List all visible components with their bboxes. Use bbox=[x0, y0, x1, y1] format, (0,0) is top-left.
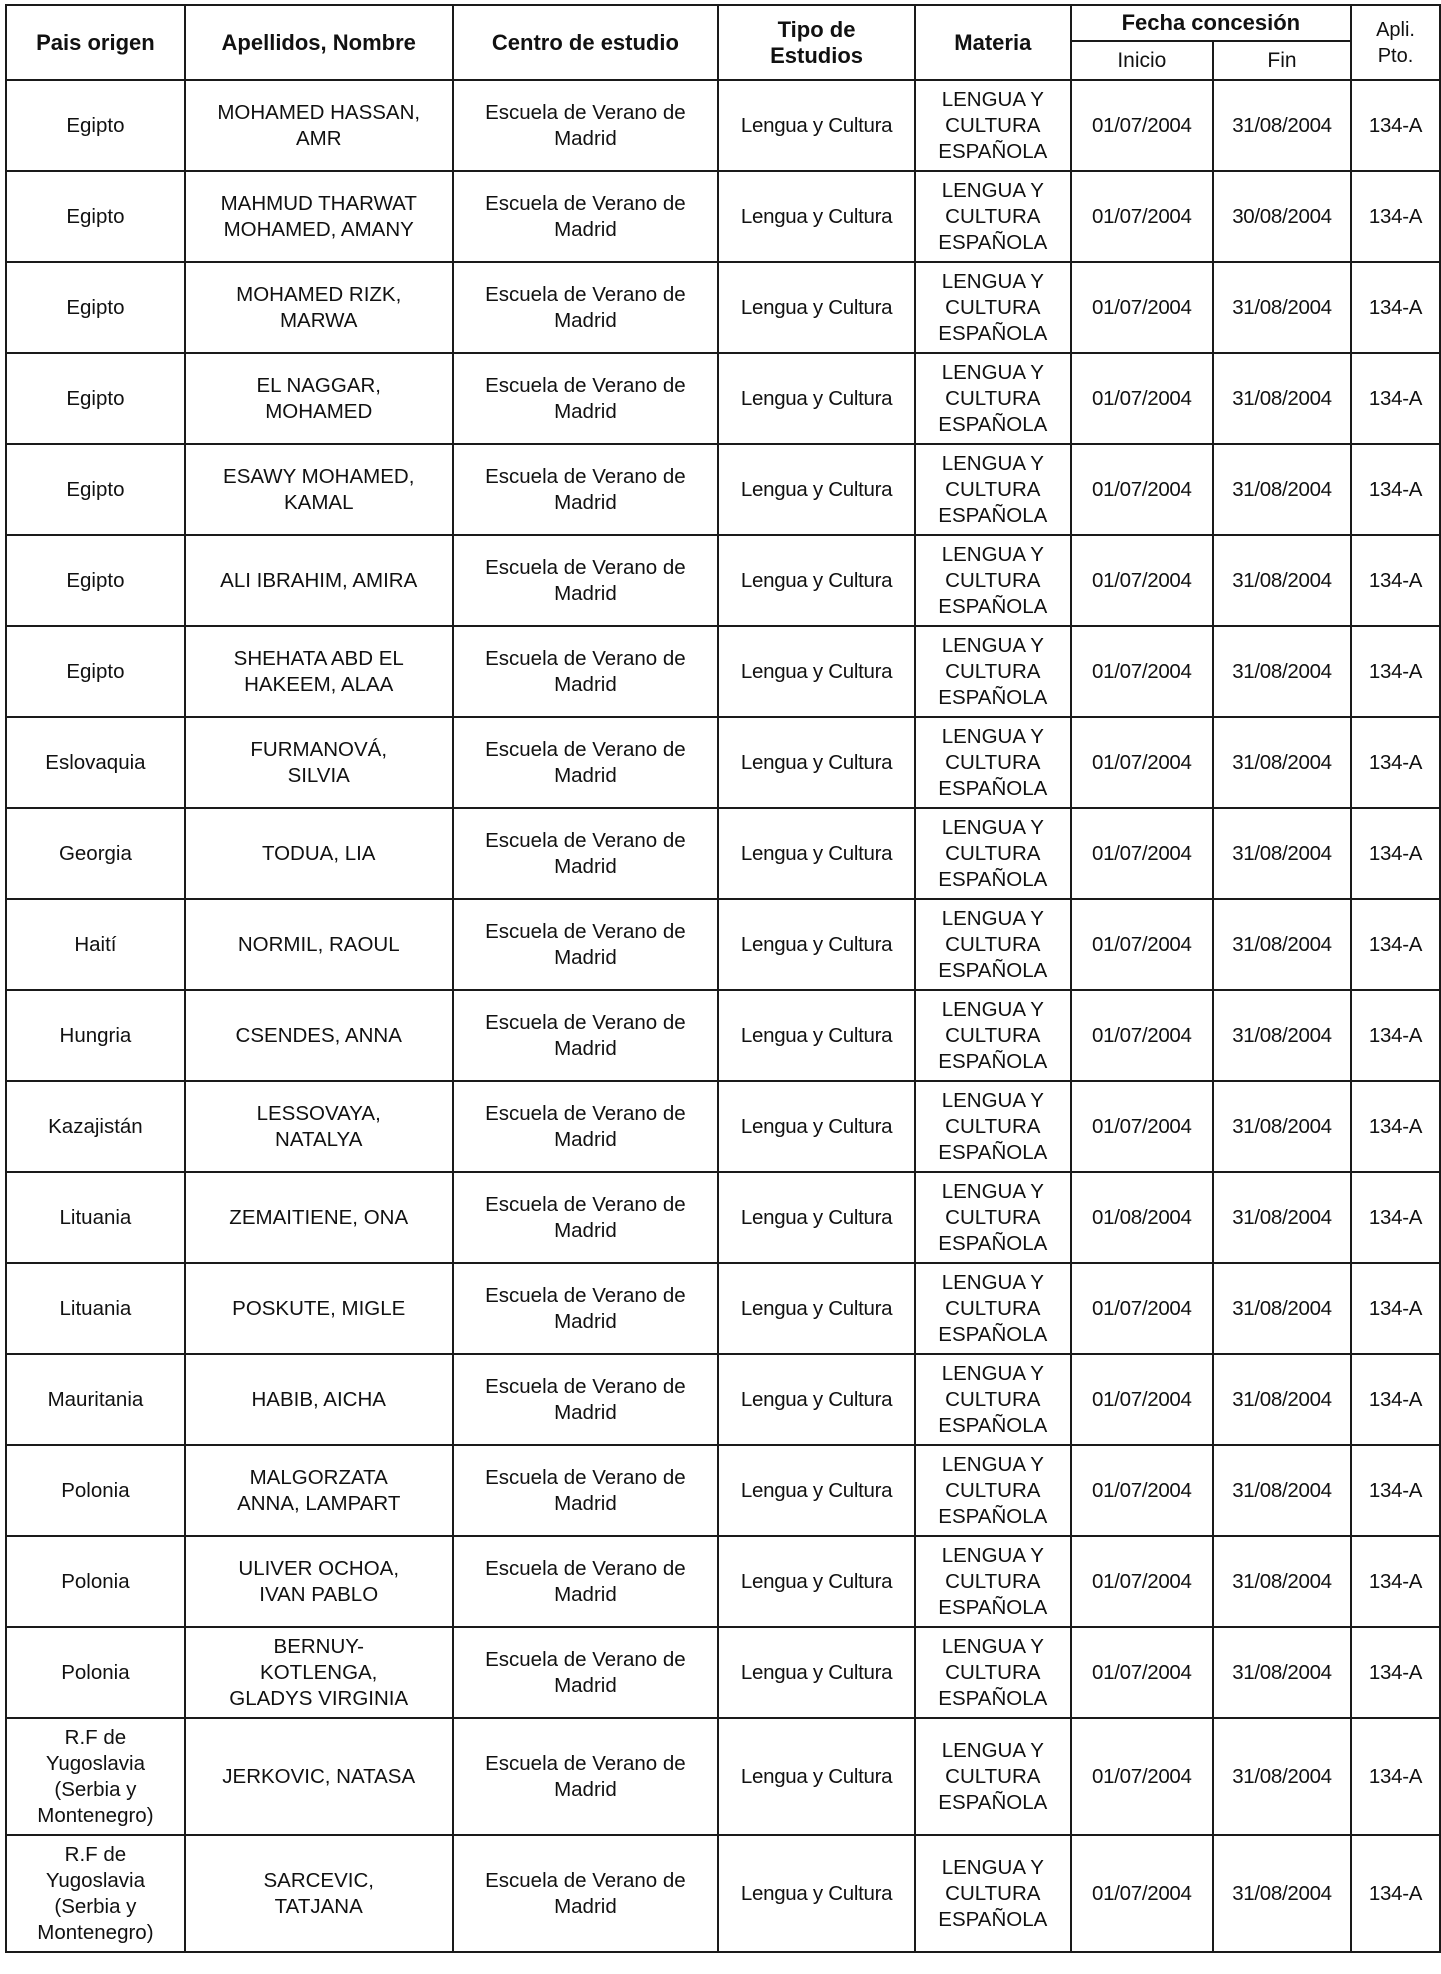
cell-nombre: ESAWY MOHAMED, KAMAL bbox=[185, 444, 453, 535]
cell-centro: Escuela de Verano de Madrid bbox=[453, 899, 719, 990]
cell-materia: LENGUA Y CULTURA ESPAÑOLA bbox=[915, 717, 1071, 808]
header-tipo-estudios: Tipo de Estudios bbox=[718, 5, 915, 80]
cell-tipo-estudios: Lengua y Cultura bbox=[718, 535, 915, 626]
cell-nombre: MOHAMED RIZK, MARWA bbox=[185, 262, 453, 353]
cell-materia: LENGUA Y CULTURA ESPAÑOLA bbox=[915, 262, 1071, 353]
table-row bbox=[6, 1445, 1440, 1536]
cell-centro: Escuela de Verano de Madrid bbox=[453, 990, 719, 1081]
cell-materia: LENGUA Y CULTURA ESPAÑOLA bbox=[915, 626, 1071, 717]
cell-fecha-inicio: 01/07/2004 bbox=[1071, 1718, 1213, 1835]
cell-fecha-fin: 31/08/2004 bbox=[1213, 626, 1351, 717]
cell-fecha-inicio: 01/07/2004 bbox=[1071, 1627, 1213, 1718]
cell-centro: Escuela de Verano de Madrid bbox=[453, 353, 719, 444]
table-header bbox=[6, 5, 1440, 80]
cell-fecha-inicio: 01/07/2004 bbox=[1071, 1835, 1213, 1952]
table-row bbox=[6, 1354, 1440, 1445]
cell-tipo-estudios: Lengua y Cultura bbox=[718, 1445, 915, 1536]
cell-fecha-fin: 31/08/2004 bbox=[1213, 1627, 1351, 1718]
cell-pais: R.F de Yugoslavia (Serbia y Montenegro) bbox=[6, 1835, 185, 1952]
cell-fecha-fin: 31/08/2004 bbox=[1213, 80, 1351, 171]
table-row bbox=[6, 808, 1440, 899]
table-row bbox=[6, 262, 1440, 353]
cell-fecha-fin: 31/08/2004 bbox=[1213, 717, 1351, 808]
cell-centro: Escuela de Verano de Madrid bbox=[453, 444, 719, 535]
cell-fecha-fin: 31/08/2004 bbox=[1213, 1835, 1351, 1952]
table-row bbox=[6, 353, 1440, 444]
cell-centro: Escuela de Verano de Madrid bbox=[453, 1263, 719, 1354]
header-materia: Materia bbox=[915, 5, 1071, 80]
cell-fecha-inicio: 01/07/2004 bbox=[1071, 1536, 1213, 1627]
cell-fecha-fin: 31/08/2004 bbox=[1213, 535, 1351, 626]
grants-table bbox=[5, 4, 1441, 1953]
cell-nombre: LESSOVAYA, NATALYA bbox=[185, 1081, 453, 1172]
cell-tipo-estudios: Lengua y Cultura bbox=[718, 717, 915, 808]
header-apellidos-nombre: Apellidos, Nombre bbox=[185, 5, 453, 80]
header-fecha-concesion: Fecha concesión bbox=[1071, 5, 1351, 41]
cell-fecha-fin: 31/08/2004 bbox=[1213, 353, 1351, 444]
cell-materia: LENGUA Y CULTURA ESPAÑOLA bbox=[915, 1354, 1071, 1445]
cell-centro: Escuela de Verano de Madrid bbox=[453, 1081, 719, 1172]
cell-pais: Egipto bbox=[6, 626, 185, 717]
cell-tipo-estudios: Lengua y Cultura bbox=[718, 990, 915, 1081]
cell-fecha-inicio: 01/07/2004 bbox=[1071, 990, 1213, 1081]
table-row bbox=[6, 626, 1440, 717]
cell-centro: Escuela de Verano de Madrid bbox=[453, 1172, 719, 1263]
cell-apli-pto: 134-A bbox=[1351, 808, 1440, 899]
cell-fecha-inicio: 01/07/2004 bbox=[1071, 1354, 1213, 1445]
cell-materia: LENGUA Y CULTURA ESPAÑOLA bbox=[915, 1718, 1071, 1835]
cell-apli-pto: 134-A bbox=[1351, 1263, 1440, 1354]
cell-materia: LENGUA Y CULTURA ESPAÑOLA bbox=[915, 1835, 1071, 1952]
cell-fecha-inicio: 01/07/2004 bbox=[1071, 1445, 1213, 1536]
table-row bbox=[6, 1627, 1440, 1718]
cell-pais: Lituania bbox=[6, 1172, 185, 1263]
table-row bbox=[6, 717, 1440, 808]
cell-apli-pto: 134-A bbox=[1351, 1172, 1440, 1263]
cell-apli-pto: 134-A bbox=[1351, 535, 1440, 626]
cell-fecha-inicio: 01/07/2004 bbox=[1071, 808, 1213, 899]
cell-fecha-fin: 30/08/2004 bbox=[1213, 171, 1351, 262]
cell-nombre: SARCEVIC, TATJANA bbox=[185, 1835, 453, 1952]
cell-fecha-inicio: 01/07/2004 bbox=[1071, 717, 1213, 808]
cell-apli-pto: 134-A bbox=[1351, 717, 1440, 808]
cell-centro: Escuela de Verano de Madrid bbox=[453, 717, 719, 808]
cell-fecha-inicio: 01/07/2004 bbox=[1071, 899, 1213, 990]
cell-fecha-fin: 31/08/2004 bbox=[1213, 1081, 1351, 1172]
cell-apli-pto: 134-A bbox=[1351, 1354, 1440, 1445]
cell-materia: LENGUA Y CULTURA ESPAÑOLA bbox=[915, 899, 1071, 990]
cell-fecha-inicio: 01/07/2004 bbox=[1071, 535, 1213, 626]
table-body bbox=[6, 80, 1440, 1952]
header-pais-origen: Pais origen bbox=[6, 5, 185, 80]
cell-centro: Escuela de Verano de Madrid bbox=[453, 171, 719, 262]
cell-tipo-estudios: Lengua y Cultura bbox=[718, 171, 915, 262]
table-row bbox=[6, 1081, 1440, 1172]
cell-pais: Egipto bbox=[6, 171, 185, 262]
table-row bbox=[6, 80, 1440, 171]
cell-materia: LENGUA Y CULTURA ESPAÑOLA bbox=[915, 444, 1071, 535]
cell-nombre: JERKOVIC, NATASA bbox=[185, 1718, 453, 1835]
cell-materia: LENGUA Y CULTURA ESPAÑOLA bbox=[915, 990, 1071, 1081]
cell-centro: Escuela de Verano de Madrid bbox=[453, 808, 719, 899]
cell-fecha-inicio: 01/07/2004 bbox=[1071, 626, 1213, 717]
cell-pais: Egipto bbox=[6, 262, 185, 353]
cell-apli-pto: 134-A bbox=[1351, 444, 1440, 535]
cell-apli-pto: 134-A bbox=[1351, 1536, 1440, 1627]
cell-tipo-estudios: Lengua y Cultura bbox=[718, 353, 915, 444]
cell-materia: LENGUA Y CULTURA ESPAÑOLA bbox=[915, 1172, 1071, 1263]
cell-pais: Haití bbox=[6, 899, 185, 990]
cell-apli-pto: 134-A bbox=[1351, 990, 1440, 1081]
cell-centro: Escuela de Verano de Madrid bbox=[453, 535, 719, 626]
cell-tipo-estudios: Lengua y Cultura bbox=[718, 899, 915, 990]
cell-fecha-inicio: 01/07/2004 bbox=[1071, 80, 1213, 171]
cell-pais: Polonia bbox=[6, 1536, 185, 1627]
cell-fecha-inicio: 01/07/2004 bbox=[1071, 262, 1213, 353]
cell-fecha-inicio: 01/07/2004 bbox=[1071, 1263, 1213, 1354]
cell-centro: Escuela de Verano de Madrid bbox=[453, 1718, 719, 1835]
cell-tipo-estudios: Lengua y Cultura bbox=[718, 808, 915, 899]
cell-nombre: EL NAGGAR, MOHAMED bbox=[185, 353, 453, 444]
cell-fecha-fin: 31/08/2004 bbox=[1213, 808, 1351, 899]
cell-centro: Escuela de Verano de Madrid bbox=[453, 1835, 719, 1952]
cell-apli-pto: 134-A bbox=[1351, 1718, 1440, 1835]
cell-tipo-estudios: Lengua y Cultura bbox=[718, 262, 915, 353]
cell-fecha-fin: 31/08/2004 bbox=[1213, 1172, 1351, 1263]
cell-centro: Escuela de Verano de Madrid bbox=[453, 626, 719, 717]
table-row bbox=[6, 899, 1440, 990]
cell-fecha-inicio: 01/07/2004 bbox=[1071, 353, 1213, 444]
cell-fecha-inicio: 01/07/2004 bbox=[1071, 444, 1213, 535]
cell-apli-pto: 134-A bbox=[1351, 262, 1440, 353]
table-row bbox=[6, 535, 1440, 626]
cell-nombre: ULIVER OCHOA, IVAN PABLO bbox=[185, 1536, 453, 1627]
cell-nombre: POSKUTE, MIGLE bbox=[185, 1263, 453, 1354]
cell-nombre: ALI IBRAHIM, AMIRA bbox=[185, 535, 453, 626]
cell-pais: Eslovaquia bbox=[6, 717, 185, 808]
cell-materia: LENGUA Y CULTURA ESPAÑOLA bbox=[915, 1445, 1071, 1536]
cell-nombre: MOHAMED HASSAN, AMR bbox=[185, 80, 453, 171]
cell-apli-pto: 134-A bbox=[1351, 1835, 1440, 1952]
cell-tipo-estudios: Lengua y Cultura bbox=[718, 1263, 915, 1354]
cell-nombre: ZEMAITIENE, ONA bbox=[185, 1172, 453, 1263]
cell-pais: Hungria bbox=[6, 990, 185, 1081]
cell-tipo-estudios: Lengua y Cultura bbox=[718, 1172, 915, 1263]
table-row bbox=[6, 990, 1440, 1081]
cell-fecha-fin: 31/08/2004 bbox=[1213, 444, 1351, 535]
header-fin: Fin bbox=[1213, 41, 1351, 80]
cell-nombre: MAHMUD THARWAT MOHAMED, AMANY bbox=[185, 171, 453, 262]
cell-centro: Escuela de Verano de Madrid bbox=[453, 262, 719, 353]
cell-apli-pto: 134-A bbox=[1351, 626, 1440, 717]
cell-tipo-estudios: Lengua y Cultura bbox=[718, 444, 915, 535]
cell-fecha-fin: 31/08/2004 bbox=[1213, 1536, 1351, 1627]
cell-nombre: NORMIL, RAOUL bbox=[185, 899, 453, 990]
cell-nombre: BERNUY- KOTLENGA, GLADYS VIRGINIA bbox=[185, 1627, 453, 1718]
cell-centro: Escuela de Verano de Madrid bbox=[453, 80, 719, 171]
header-centro-estudio: Centro de estudio bbox=[453, 5, 719, 80]
cell-materia: LENGUA Y CULTURA ESPAÑOLA bbox=[915, 1627, 1071, 1718]
cell-pais: Egipto bbox=[6, 444, 185, 535]
cell-materia: LENGUA Y CULTURA ESPAÑOLA bbox=[915, 353, 1071, 444]
cell-fecha-fin: 31/08/2004 bbox=[1213, 1445, 1351, 1536]
cell-materia: LENGUA Y CULTURA ESPAÑOLA bbox=[915, 1536, 1071, 1627]
cell-tipo-estudios: Lengua y Cultura bbox=[718, 1081, 915, 1172]
cell-nombre: FURMANOVÁ, SILVIA bbox=[185, 717, 453, 808]
cell-fecha-fin: 31/08/2004 bbox=[1213, 1263, 1351, 1354]
cell-apli-pto: 134-A bbox=[1351, 80, 1440, 171]
cell-apli-pto: 134-A bbox=[1351, 1627, 1440, 1718]
cell-materia: LENGUA Y CULTURA ESPAÑOLA bbox=[915, 1263, 1071, 1354]
cell-fecha-fin: 31/08/2004 bbox=[1213, 1354, 1351, 1445]
cell-nombre: HABIB, AICHA bbox=[185, 1354, 453, 1445]
cell-tipo-estudios: Lengua y Cultura bbox=[718, 1536, 915, 1627]
cell-centro: Escuela de Verano de Madrid bbox=[453, 1445, 719, 1536]
cell-pais: Kazajistán bbox=[6, 1081, 185, 1172]
header-inicio: Inicio bbox=[1071, 41, 1213, 80]
cell-fecha-inicio: 01/07/2004 bbox=[1071, 171, 1213, 262]
cell-pais: R.F de Yugoslavia (Serbia y Montenegro) bbox=[6, 1718, 185, 1835]
cell-materia: LENGUA Y CULTURA ESPAÑOLA bbox=[915, 1081, 1071, 1172]
cell-pais: Georgia bbox=[6, 808, 185, 899]
cell-apli-pto: 134-A bbox=[1351, 353, 1440, 444]
cell-materia: LENGUA Y CULTURA ESPAÑOLA bbox=[915, 171, 1071, 262]
cell-materia: LENGUA Y CULTURA ESPAÑOLA bbox=[915, 535, 1071, 626]
cell-pais: Polonia bbox=[6, 1627, 185, 1718]
cell-nombre: CSENDES, ANNA bbox=[185, 990, 453, 1081]
cell-nombre: MALGORZATA ANNA, LAMPART bbox=[185, 1445, 453, 1536]
cell-tipo-estudios: Lengua y Cultura bbox=[718, 80, 915, 171]
cell-apli-pto: 134-A bbox=[1351, 1445, 1440, 1536]
cell-centro: Escuela de Verano de Madrid bbox=[453, 1536, 719, 1627]
cell-pais: Lituania bbox=[6, 1263, 185, 1354]
cell-tipo-estudios: Lengua y Cultura bbox=[718, 1354, 915, 1445]
cell-centro: Escuela de Verano de Madrid bbox=[453, 1354, 719, 1445]
cell-tipo-estudios: Lengua y Cultura bbox=[718, 1627, 915, 1718]
header-apli-pto: Apli. Pto. bbox=[1351, 5, 1440, 80]
table-row bbox=[6, 171, 1440, 262]
cell-tipo-estudios: Lengua y Cultura bbox=[718, 626, 915, 717]
table-row bbox=[6, 1718, 1440, 1835]
cell-fecha-fin: 31/08/2004 bbox=[1213, 899, 1351, 990]
cell-fecha-fin: 31/08/2004 bbox=[1213, 262, 1351, 353]
cell-tipo-estudios: Lengua y Cultura bbox=[718, 1718, 915, 1835]
cell-tipo-estudios: Lengua y Cultura bbox=[718, 1835, 915, 1952]
cell-fecha-fin: 31/08/2004 bbox=[1213, 1718, 1351, 1835]
cell-pais: Mauritania bbox=[6, 1354, 185, 1445]
table-row bbox=[6, 1263, 1440, 1354]
table-row bbox=[6, 1835, 1440, 1952]
cell-pais: Egipto bbox=[6, 535, 185, 626]
cell-fecha-fin: 31/08/2004 bbox=[1213, 990, 1351, 1081]
cell-pais: Egipto bbox=[6, 353, 185, 444]
cell-fecha-inicio: 01/07/2004 bbox=[1071, 1081, 1213, 1172]
cell-centro: Escuela de Verano de Madrid bbox=[453, 1627, 719, 1718]
cell-pais: Egipto bbox=[6, 80, 185, 171]
cell-apli-pto: 134-A bbox=[1351, 171, 1440, 262]
cell-nombre: TODUA, LIA bbox=[185, 808, 453, 899]
cell-fecha-inicio: 01/08/2004 bbox=[1071, 1172, 1213, 1263]
cell-pais: Polonia bbox=[6, 1445, 185, 1536]
table-row bbox=[6, 1536, 1440, 1627]
table-row bbox=[6, 444, 1440, 535]
cell-apli-pto: 134-A bbox=[1351, 1081, 1440, 1172]
cell-materia: LENGUA Y CULTURA ESPAÑOLA bbox=[915, 808, 1071, 899]
cell-materia: LENGUA Y CULTURA ESPAÑOLA bbox=[915, 80, 1071, 171]
cell-apli-pto: 134-A bbox=[1351, 899, 1440, 990]
table-row bbox=[6, 1172, 1440, 1263]
cell-nombre: SHEHATA ABD EL HAKEEM, ALAA bbox=[185, 626, 453, 717]
